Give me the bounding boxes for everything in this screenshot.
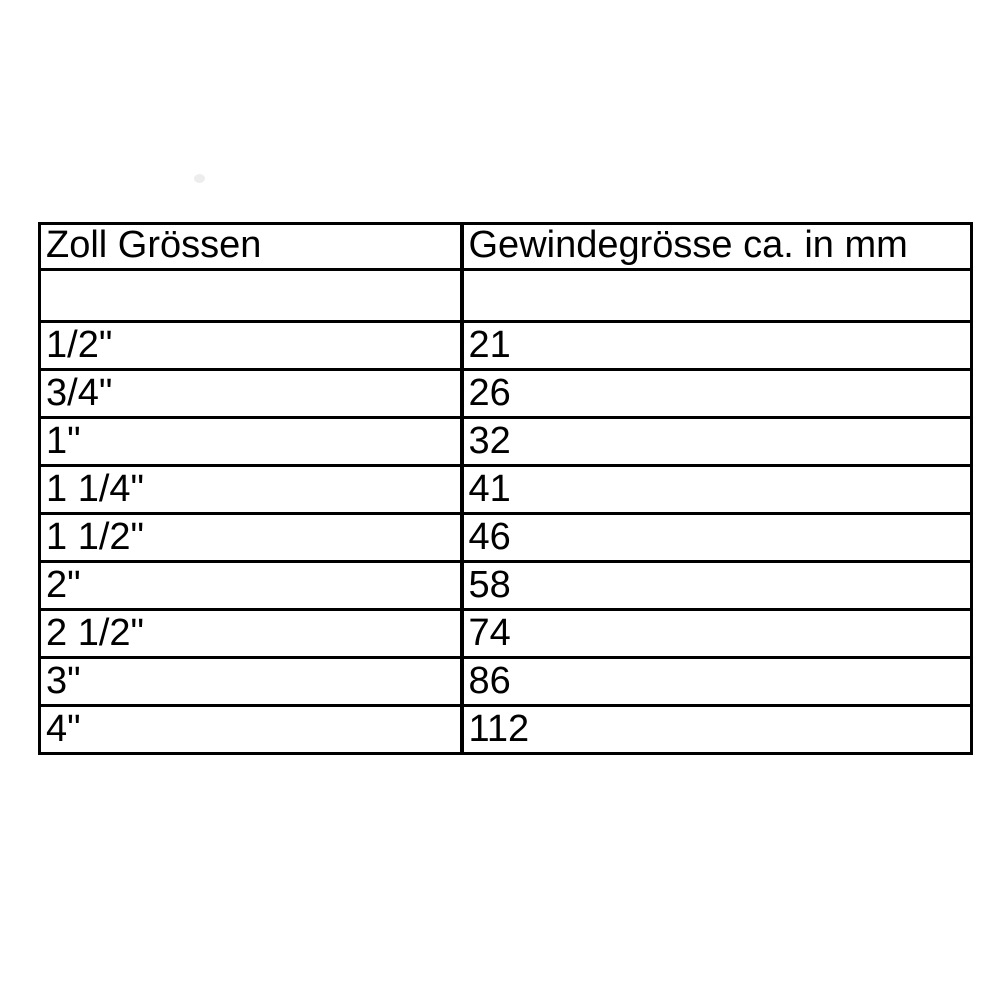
table-body	[40, 322, 972, 754]
zoll-size-cell: 2"	[40, 562, 462, 610]
mm-size-cell: 58	[462, 562, 972, 610]
mm-size-cell: 32	[462, 418, 972, 466]
zoll-size-cell: 1"	[40, 418, 462, 466]
table-row	[40, 706, 972, 754]
table-row	[40, 370, 972, 418]
column-header-zoll-groessen: Zoll Grössen	[40, 224, 462, 270]
table-row	[40, 658, 972, 706]
spacer-cell-right	[462, 270, 972, 322]
table-row	[40, 322, 972, 370]
table-row	[40, 466, 972, 514]
mm-size-cell: 74	[462, 610, 972, 658]
table-row	[40, 514, 972, 562]
zoll-size-cell: 4"	[40, 706, 462, 754]
image-artifact-dot	[194, 174, 205, 183]
size-conversion-table	[38, 222, 973, 755]
column-header-gewindegroesse: Gewindegrösse ca. in mm	[462, 224, 972, 270]
zoll-size-cell: 3"	[40, 658, 462, 706]
zoll-size-cell: 1/2"	[40, 322, 462, 370]
table-row	[40, 418, 972, 466]
mm-size-cell: 21	[462, 322, 972, 370]
zoll-size-cell: 1 1/4"	[40, 466, 462, 514]
table-row	[40, 562, 972, 610]
spacer-cell-left	[40, 270, 462, 322]
zoll-size-cell: 2 1/2"	[40, 610, 462, 658]
mm-size-cell: 46	[462, 514, 972, 562]
mm-size-cell: 41	[462, 466, 972, 514]
mm-size-cell: 26	[462, 370, 972, 418]
table-row	[40, 610, 972, 658]
zoll-size-cell: 1 1/2"	[40, 514, 462, 562]
zoll-size-cell: 3/4"	[40, 370, 462, 418]
mm-size-cell: 112	[462, 706, 972, 754]
spacer-row	[40, 270, 972, 322]
mm-size-cell: 86	[462, 658, 972, 706]
header-row	[40, 224, 972, 270]
